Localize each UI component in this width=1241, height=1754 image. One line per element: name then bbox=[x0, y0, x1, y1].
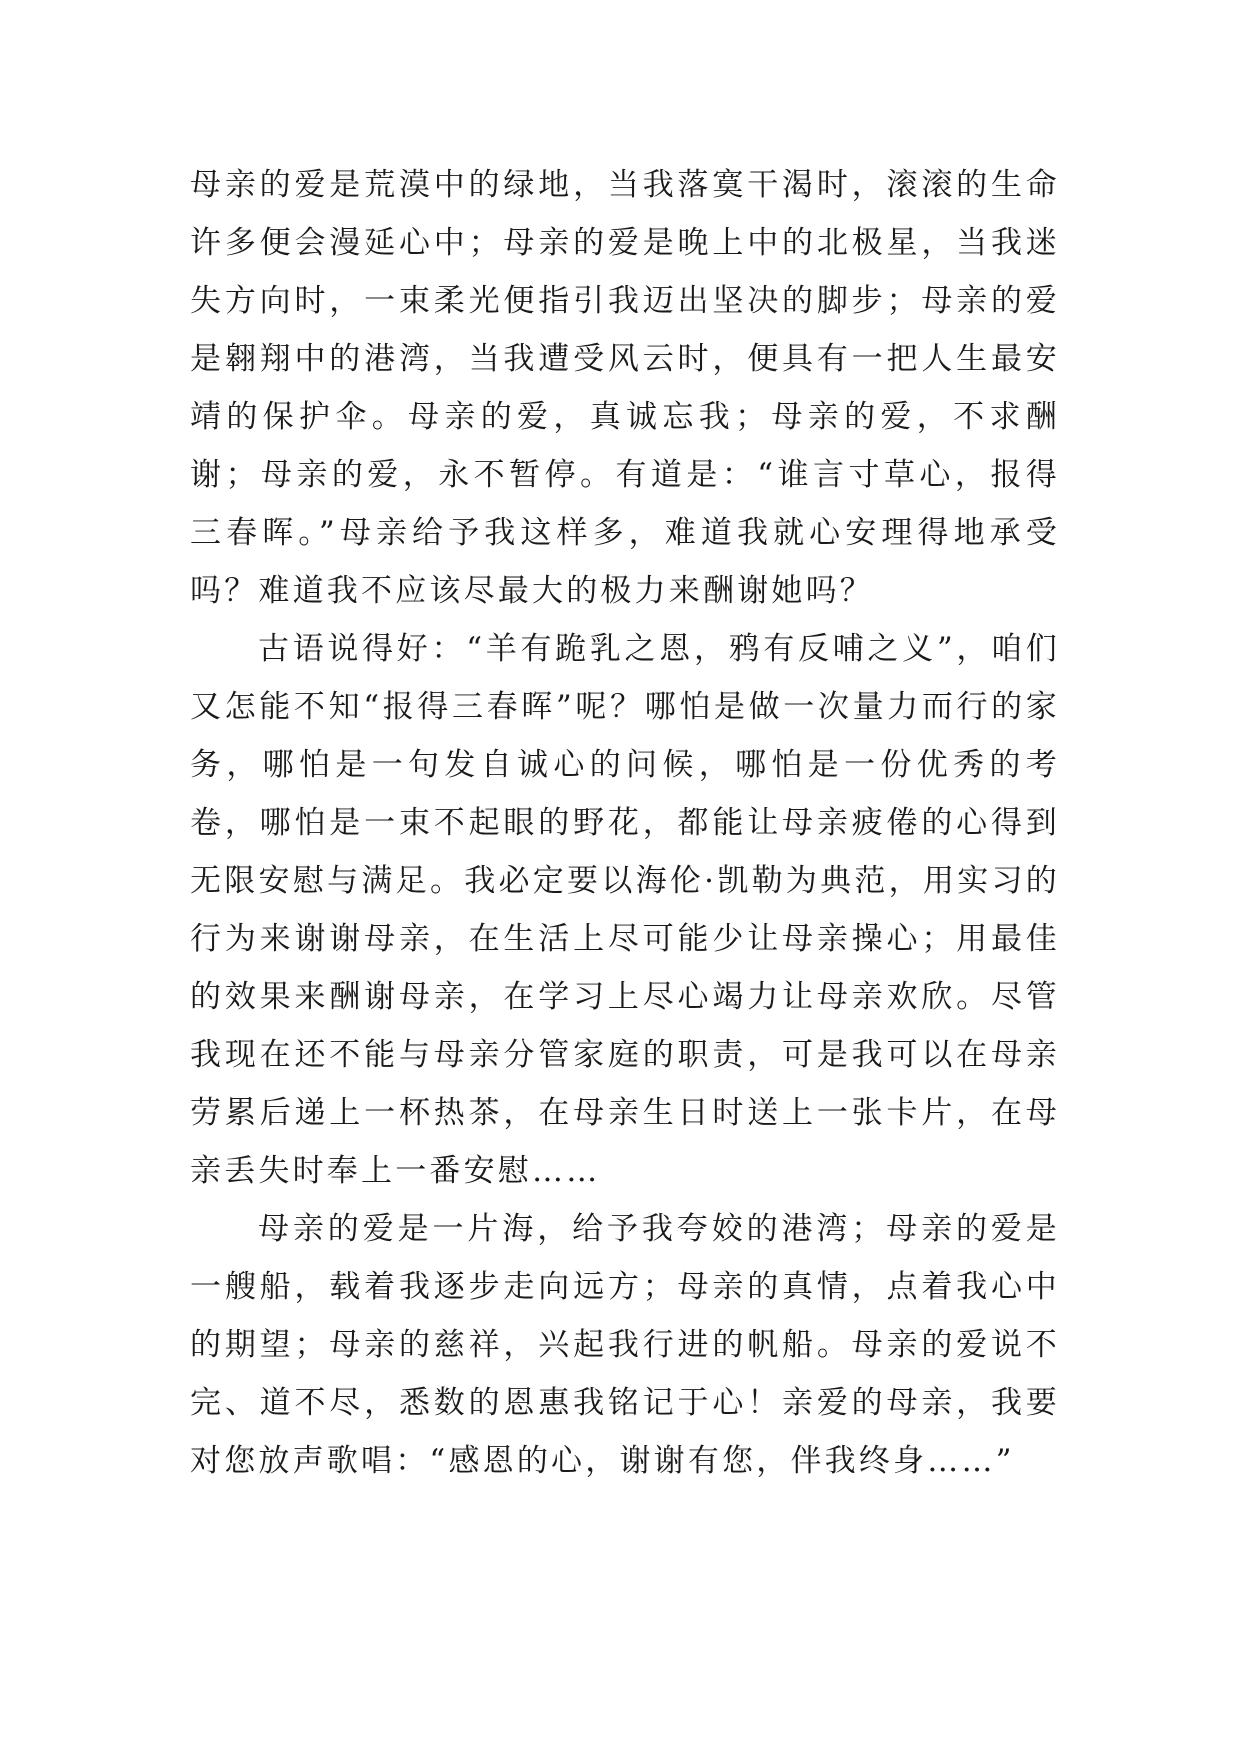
paragraph-3: 母亲的爱是一片海，给予我夸姣的港湾；母亲的爱是一艘船，载着我逐步走向远方；母亲的真情，点着我心中的期望；母亲的慈祥，兴起我行进的帆船。母亲的爱说不完、道不尽，悉数的恩惠我铭记于心！亲爱的母亲，我要对您放声歌唱：“感恩的心，谢谢有您，伴我终身……” bbox=[190, 1211, 1060, 1479]
paragraph-1: 母亲的爱是荒漠中的绿地，当我落寞干渴时，滚滚的生命许多便会漫延心中；母亲的爱是晚上中的北极星，当我迷失方向时，一束柔光便指引我迈出坚决的脚步；母亲的爱是翱翔中的港湾，当我遭受风云时，便具有一把人生最安靖的保护伞。母亲的爱，真诚忘我；母亲的爱，不求酬谢；母亲的爱，永不暂停。有道是：“谁言寸草心，报得三春晖。”母亲给予我这样多，难道我就心安理得地承受吗？难道我不应该尽最大的极力来酬谢她吗？ bbox=[190, 167, 1060, 609]
essay-body bbox=[190, 156, 1060, 1490]
paragraph-2: 古语说得好：“羊有跪乳之恩，鸦有反哺之义”，咱们又怎能不知“报得三春晖”呢？哪怕是做一次量力而行的家务，哪怕是一句发自诚心的问候，哪怕是一份优秀的考卷，哪怕是一束不起眼的野花，都能让母亲疲倦的心得到无限安慰与满足。我必定要以海伦·凯勒为典范，用实习的行为来谢谢母亲，在生活上尽可能少让母亲操心；用最佳的效果来酬谢母亲，在学习上尽心竭力让母亲欢欣。尽管我现在还不能与母亲分管家庭的职责，可是我可以在母亲劳累后递上一杯热茶，在母亲生日时送上一张卡片，在母亲丢失时奉上一番安慰…… bbox=[190, 631, 1060, 1189]
